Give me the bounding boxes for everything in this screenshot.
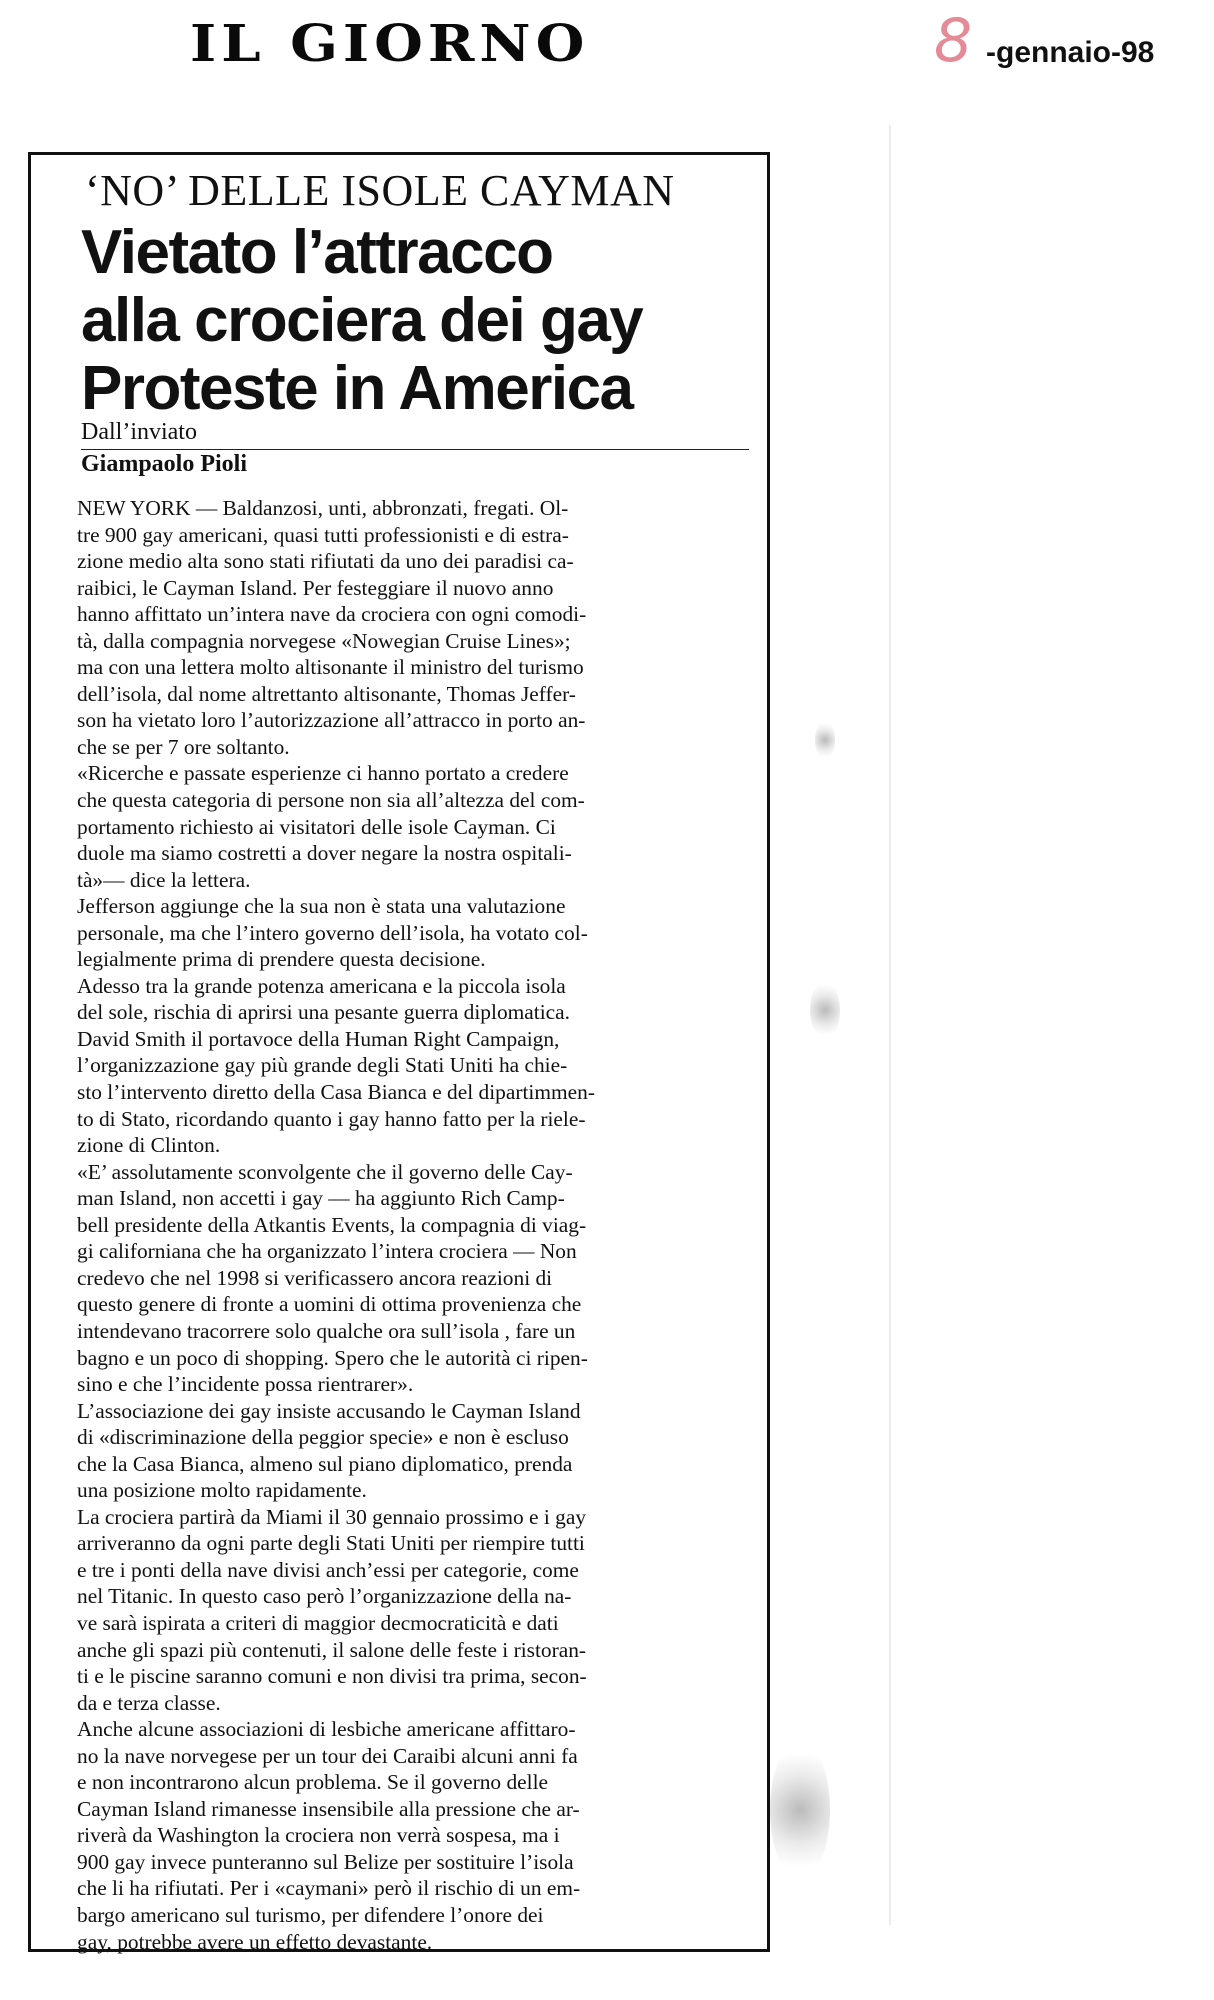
article-body-line: David Smith il portavoce della Human Right Campaign, bbox=[77, 1026, 560, 1051]
article-body-line: tre 900 gay americani, quasi tutti professionisti e di estra- bbox=[77, 522, 569, 547]
article-body-line: che se per 7 ore soltanto. bbox=[77, 734, 290, 759]
article-body-line: hanno affittato un’intera nave da crociera con ogni comodi- bbox=[77, 602, 587, 627]
article-body-line: sino e che l’incidente possa rientrarer». bbox=[77, 1372, 414, 1397]
article-body-line: gay, potrebbe avere un effetto devastante. bbox=[77, 1929, 433, 1954]
article-body-line: di «discriminazione della peggior specie» e non è escluso bbox=[77, 1425, 569, 1450]
article-body-line: bargo americano sul turismo, per difendere l’onore dei bbox=[77, 1902, 544, 1927]
article-body-line: ti e le piscine saranno comuni e non divisi tra prima, secon- bbox=[77, 1664, 587, 1689]
article-body-line: Anche alcune associazioni di lesbiche americane affittaro- bbox=[77, 1717, 576, 1742]
article-body-line: che li ha rifiutati. Per i «caymani» però il rischio di un em- bbox=[77, 1876, 581, 1901]
article-body-line: e tre i ponti della nave divisi anch’essi per categorie, come bbox=[77, 1557, 579, 1582]
article-body-line: tà»— dice la lettera. bbox=[77, 867, 251, 892]
article-body-line: Adesso tra la grande potenza americana e la piccola isola bbox=[77, 973, 566, 998]
newspaper-masthead: IL GIORNO bbox=[190, 14, 590, 74]
article-body-line: 900 gay invece punteranno sul Belize per sostituire l’isola bbox=[77, 1849, 574, 1874]
article-body-line: portamento richiesto ai visitatori delle isole Cayman. Ci bbox=[77, 814, 556, 839]
article-body-line: «E’ assolutamente sconvolgente che il governo delle Cay- bbox=[77, 1159, 573, 1184]
article-body-line: no la nave norvegese per un tour dei Caraibi alcuni anni fa bbox=[77, 1743, 578, 1768]
scan-fold-line bbox=[889, 125, 891, 1925]
article-body-line: bell presidente della Atkantis Events, la compagnia di viag- bbox=[77, 1212, 587, 1237]
article-body bbox=[77, 495, 767, 1955]
article-body-line: «Ricerche e passate esperienze ci hanno portato a credere bbox=[77, 761, 569, 786]
article-body-line: gi californiana che ha organizzato l’intera crociera — Non bbox=[77, 1239, 577, 1264]
article-body-line: questo genere di fronte a uomini di ottima provenienza che bbox=[77, 1292, 582, 1317]
article-body-line: riverà da Washington la crociera non verrà sospesa, ma i bbox=[77, 1823, 560, 1848]
article-body-line: nel Titanic. In questo caso però l’organizzazione della na- bbox=[77, 1584, 572, 1609]
byline-rule bbox=[81, 449, 749, 450]
article-body-line: to di Stato, ricordando quanto i gay hanno fatto per la riele- bbox=[77, 1106, 586, 1131]
article-body-line: La crociera partirà da Miami il 30 gennaio prossimo e i gay bbox=[77, 1504, 587, 1529]
article-body-line: dell’isola, dal nome altrettanto altisonante, Thomas Jeffer- bbox=[77, 681, 576, 706]
article-body-line: Cayman Island rimanesse insensibile alla pressione che ar- bbox=[77, 1796, 580, 1821]
article-body-line: da e terza classe. bbox=[77, 1690, 221, 1715]
article-body-line: Jefferson aggiunge che la sua non è stata una valutazione bbox=[77, 894, 566, 919]
article-body-line: duole ma siamo costretti a dover negare la nostra ospitali- bbox=[77, 841, 572, 866]
scan-smudge bbox=[815, 720, 835, 760]
article-body-line: del sole, rischia di aprirsi una pesante guerra diplomatica. bbox=[77, 1000, 570, 1025]
article-body-line: man Island, non accetti i gay — ha aggiunto Rich Camp- bbox=[77, 1186, 565, 1211]
article-dateline: Dall’inviato bbox=[81, 419, 197, 445]
article-body-line: ma con una lettera molto altisonante il ministro del turismo bbox=[77, 655, 584, 680]
article-body-line: intendevano tracorrere solo qualche ora sull’isola , fare un bbox=[77, 1318, 576, 1343]
article-body-line: che la Casa Bianca, almeno sul piano diplomatico, prenda bbox=[77, 1451, 573, 1476]
article-body-line: L’associazione dei gay insiste accusando le Cayman Island bbox=[77, 1398, 581, 1423]
article-body-line: ve sarà ispirata a criteri di maggior decmocraticità e dati bbox=[77, 1610, 559, 1635]
article-headline bbox=[81, 219, 761, 423]
article-body-line: e non incontrarono alcun problema. Se il governo delle bbox=[77, 1770, 549, 1795]
article-body-line: NEW YORK — Baldanzosi, unti, abbronzati, fregati. Ol- bbox=[77, 496, 569, 520]
article-body-line: tà, dalla compagnia norvegese «Nowegian Cruise Lines»; bbox=[77, 628, 571, 653]
article-byline: Giampaolo Pioli bbox=[81, 451, 248, 477]
headline-line: Vietato l’attracco bbox=[81, 218, 553, 287]
article-kicker: ‘NO’ DELLE ISOLE CAYMAN bbox=[85, 166, 675, 215]
article-body-line: credevo che nel 1998 si verificassero ancora reazioni di bbox=[77, 1265, 553, 1290]
scan-smudge bbox=[770, 1740, 830, 1880]
article-body-line: arriveranno da ogni parte degli Stati Uniti per riempire tutti bbox=[77, 1531, 585, 1556]
article-body-line: l’organizzazione gay più grande degli Stati Uniti ha chie- bbox=[77, 1053, 568, 1078]
article-body-line: zione medio alta sono stati rifiutati da uno dei paradisi ca- bbox=[77, 549, 574, 574]
article-body-line: bagno e un poco di shopping. Spero che le autorità ci ripen- bbox=[77, 1345, 588, 1370]
article-body-line: son ha vietato loro l’autorizzazione all’attracco in porto an- bbox=[77, 708, 586, 733]
article-box bbox=[28, 152, 770, 1952]
article-body-line: raibici, le Cayman Island. Per festeggiare il nuovo anno bbox=[77, 575, 554, 600]
article-body-line: zione di Clinton. bbox=[77, 1133, 221, 1158]
article-body-line: legialmente prima di prendere questa decisione. bbox=[77, 947, 486, 972]
article-body-line: una posizione molto rapidamente. bbox=[77, 1478, 367, 1503]
scan-smudge bbox=[810, 980, 840, 1040]
article-body-line: sto l’intervento diretto della Casa Bianca e del dipartimmen- bbox=[77, 1080, 595, 1105]
handwritten-day: 8 bbox=[934, 6, 973, 76]
headline-line: Proteste in America bbox=[81, 354, 633, 423]
headline-line: alla crociera dei gay bbox=[81, 286, 643, 355]
article-body-line: anche gli spazi più contenuti, il salone delle feste i ristoran- bbox=[77, 1637, 587, 1662]
date-month-year: -gennaio-98 bbox=[986, 36, 1155, 69]
article-body-line: personale, ma che l’intero governo dell’isola, ha votato col- bbox=[77, 920, 588, 945]
article-body-line: che questa categoria di persone non sia all’altezza del com- bbox=[77, 788, 585, 813]
